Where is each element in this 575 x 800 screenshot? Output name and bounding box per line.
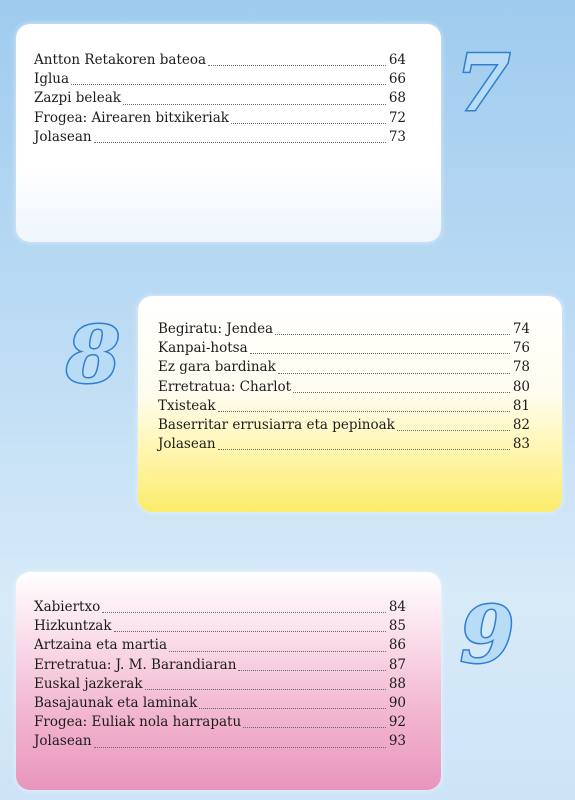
toc-entry: [158, 358, 530, 377]
dot-leader: [278, 372, 510, 374]
chapter-number-text: 9: [460, 592, 515, 672]
toc-entry: [34, 109, 406, 128]
toc-entry-title: Artzaina eta martia: [34, 637, 167, 654]
dot-leader: [397, 429, 510, 431]
toc-entry: [158, 378, 530, 397]
toc-entry: [158, 320, 530, 339]
toc-entry-page-number: 68: [388, 90, 406, 107]
dot-leader: [238, 669, 386, 671]
dot-leader: [145, 688, 386, 690]
toc-entry-title: Basajaunak eta laminak: [34, 695, 198, 712]
dot-leader: [243, 726, 386, 728]
toc-entry: [158, 416, 530, 435]
toc-entry-title: Iglua: [34, 71, 70, 88]
toc-entry-page-number: 73: [388, 128, 406, 145]
chapter-number-text: 8: [66, 312, 121, 392]
dot-leader: [218, 448, 510, 450]
toc-entry: [158, 435, 530, 454]
chapter-number-text: 7: [456, 40, 511, 120]
toc-entry-title: Antton Retakoren bateoa: [34, 52, 207, 68]
dot-leader: [293, 391, 510, 393]
chapter-number-9: [452, 592, 542, 676]
chapter-number-7: [448, 40, 548, 124]
toc-entry-page-number: 90: [388, 695, 406, 712]
dot-leader: [102, 611, 386, 613]
toc-entry-page-number: 88: [388, 675, 406, 692]
toc-entry-title: Hizkuntzak: [34, 618, 112, 635]
toc-entry-title: Frogea: Euliak nola harrapatu: [34, 714, 242, 731]
toc-entry-page-number: 92: [388, 714, 406, 731]
toc-entry-page-number: 80: [512, 378, 530, 395]
toc-entry: [34, 598, 406, 617]
toc-entry-title: Jolasean: [34, 128, 92, 145]
toc-entry-title: Euskal jazkerak: [34, 675, 143, 692]
toc-entry-title: Jolasean: [34, 733, 92, 750]
toc-entry-page-number: 84: [388, 599, 406, 615]
dot-leader: [114, 630, 386, 632]
toc-entry: [34, 128, 406, 147]
toc-entry-page-number: 93: [388, 733, 406, 750]
toc-entry: [158, 339, 530, 358]
toc-panel-chapter-8: [138, 296, 562, 512]
toc-entry-page-number: 64: [388, 52, 406, 68]
toc-entry-page-number: 66: [388, 71, 406, 88]
toc-entry-page-number: 81: [512, 397, 530, 414]
dot-leader: [94, 746, 386, 748]
toc-list: [34, 598, 406, 752]
toc-entry-title: Baserritar errusiarra eta pepinoak: [158, 417, 395, 434]
dot-leader: [94, 141, 386, 143]
toc-entry: [34, 732, 406, 751]
toc-entry: [34, 636, 406, 655]
toc-list: [158, 320, 530, 454]
dot-leader: [208, 64, 386, 66]
dot-leader: [169, 650, 386, 652]
toc-panel-chapter-9: [16, 572, 441, 790]
dot-leader: [231, 122, 386, 124]
toc-entry-page-number: 83: [512, 436, 530, 453]
dot-leader: [275, 333, 510, 335]
toc-entry: [34, 694, 406, 713]
toc-entry-title: Erretratua: J. M. Barandiaran: [34, 656, 237, 673]
dot-leader: [218, 410, 510, 412]
toc-entry-page-number: 86: [388, 637, 406, 654]
toc-entry-title: Frogea: Airearen bitxikeriak: [34, 109, 229, 126]
toc-entry: [34, 617, 406, 636]
dot-leader: [71, 83, 386, 85]
toc-entry-title: Ez gara bardinak: [158, 359, 276, 376]
dot-leader: [250, 352, 510, 354]
toc-entry: [34, 713, 406, 732]
toc-entry: [34, 675, 406, 694]
toc-panel-chapter-7: [16, 24, 441, 242]
toc-entry-page-number: 82: [512, 417, 530, 434]
toc-entry-page-number: 87: [388, 656, 406, 673]
toc-entry: [34, 89, 406, 108]
toc-entry-title: Jolasean: [158, 436, 216, 453]
toc-entry-page-number: 72: [388, 109, 406, 126]
dot-leader: [123, 103, 386, 105]
toc-entry-title: Txisteak: [158, 397, 216, 414]
toc-entry-page-number: 74: [512, 321, 530, 337]
toc-entry-title: Xabiertxo: [34, 599, 101, 615]
toc-entry-title: Zazpi beleak: [34, 90, 121, 107]
toc-entry: [34, 51, 406, 70]
toc-entry-title: Begiratu: Jendea: [158, 321, 274, 337]
toc-entry-page-number: 76: [512, 340, 530, 357]
dot-leader: [199, 707, 386, 709]
toc-entry-page-number: 78: [512, 359, 530, 376]
toc-entry-title: Kanpai-hotsa: [158, 340, 248, 357]
toc-entry-title: Erretratua: Charlot: [158, 378, 292, 395]
toc-list: [34, 51, 406, 147]
toc-entry: [34, 70, 406, 89]
toc-entry-page-number: 85: [388, 618, 406, 635]
toc-entry: [158, 397, 530, 416]
chapter-number-8: [60, 312, 140, 396]
toc-entry: [34, 656, 406, 675]
